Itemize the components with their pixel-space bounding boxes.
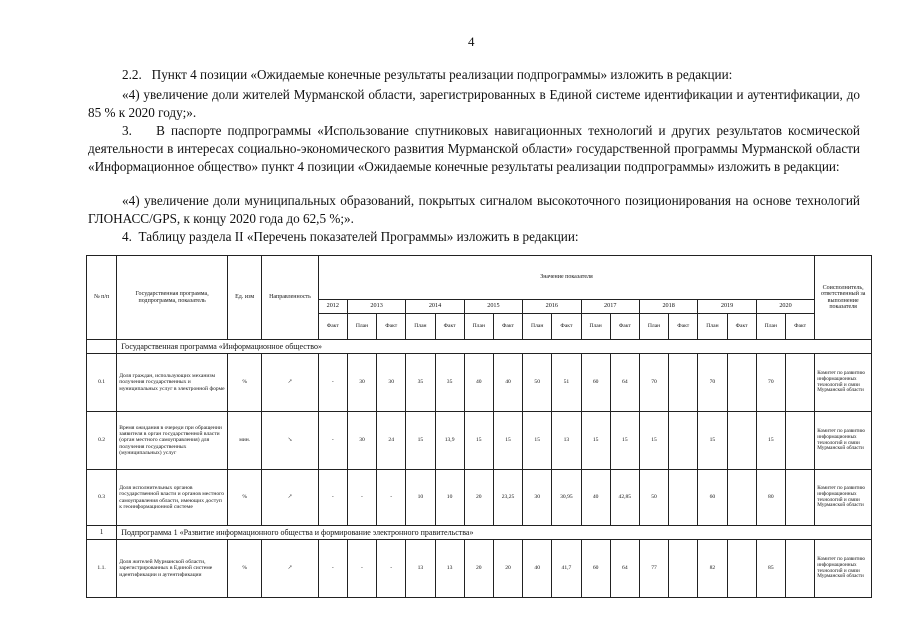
cell: 20 (464, 540, 493, 598)
sub-header: План (406, 314, 435, 340)
cell (669, 540, 698, 598)
cell (727, 540, 756, 598)
cell: - (318, 412, 347, 470)
row-unit: % (228, 354, 262, 412)
year-2016: 2016 (523, 300, 581, 314)
cell: 15 (581, 412, 610, 470)
cell: - (318, 470, 347, 526)
cell: - (377, 470, 406, 526)
cell: 20 (464, 470, 493, 526)
sub-header: План (464, 314, 493, 340)
header-num: № п/п (87, 256, 117, 340)
indicators-table (86, 255, 872, 598)
section-program: Государственная программа «Информационное общество» (117, 340, 872, 354)
cell: 13,9 (435, 412, 464, 470)
cell: 70 (756, 354, 785, 412)
cell: 85 (756, 540, 785, 598)
cell: 15 (406, 412, 435, 470)
cell: 60 (698, 470, 727, 526)
year-2017: 2017 (581, 300, 639, 314)
cell: 13 (406, 540, 435, 598)
header-values: Значение показателя (318, 256, 815, 300)
cell: 10 (435, 470, 464, 526)
cell: 15 (639, 412, 668, 470)
cell: 77 (639, 540, 668, 598)
cell: 80 (756, 470, 785, 526)
cell: 40 (464, 354, 493, 412)
year-2020: 2020 (756, 300, 815, 314)
cell (785, 470, 814, 526)
year-2015: 2015 (464, 300, 522, 314)
cell (785, 412, 814, 470)
cell: 51 (552, 354, 581, 412)
row-direction: ↗ (262, 354, 318, 412)
cell (669, 470, 698, 526)
header-unit: Ед. изм (228, 256, 262, 340)
sub-header: План (523, 314, 552, 340)
cell: 40 (523, 540, 552, 598)
cell (669, 354, 698, 412)
cell: 13 (435, 540, 464, 598)
cell: 35 (435, 354, 464, 412)
paragraph-4: 4. Таблицу раздела II «Перечень показателей Программы» изложить в редакции: (122, 229, 579, 244)
cell: 15 (464, 412, 493, 470)
row-num: 0.2 (87, 412, 117, 470)
cell (785, 354, 814, 412)
sub-header: План (698, 314, 727, 340)
sub-header: Факт (318, 314, 347, 340)
cell: 10 (406, 470, 435, 526)
row-responsible: Комитет по развитию информационных технологий и связи Мурманской области (815, 354, 872, 412)
cell: 41,7 (552, 540, 581, 598)
cell: 70 (698, 354, 727, 412)
cell: 40 (581, 470, 610, 526)
paragraph-quote-4: «4) увеличение доли жителей Мурманской области, зарегистрированных в Единой системе идентификации и аутентификации, до 85 % к 2020 году;». (88, 87, 860, 120)
row-name: Доля граждан, использующих механизм получения государственных и муниципальных услуг в электронной форме (117, 354, 228, 412)
year-2019: 2019 (698, 300, 756, 314)
row-direction: ↗ (262, 540, 318, 598)
sub-header: План (347, 314, 376, 340)
cell: 50 (639, 470, 668, 526)
cell: 24 (377, 412, 406, 470)
cell: - (347, 470, 376, 526)
sub-header: Факт (669, 314, 698, 340)
year-2012: 2012 (318, 300, 347, 314)
row-responsible: Комитет по развитию информационных технологий и связи Мурманской области (815, 470, 872, 526)
cell: 15 (756, 412, 785, 470)
year-2013: 2013 (347, 300, 405, 314)
cell (727, 470, 756, 526)
paragraph-3: 3. В паспорте подпрограммы «Использование спутниковых навигационных технологий и других результатов космической деятельности в интересах социально-экономического развития Мурманской области» государственной программы Мурманской области «Информационное общество» пункт 4 позиции «Ожидаемые конечные результаты реализации подпрограммы» изложить в редакции: (88, 123, 860, 174)
cell: 13 (552, 412, 581, 470)
section-num: 1 (87, 526, 117, 540)
cell: 60 (581, 540, 610, 598)
cell: 35 (406, 354, 435, 412)
year-2018: 2018 (639, 300, 697, 314)
cell: 30 (523, 470, 552, 526)
cell: 70 (639, 354, 668, 412)
table-row (87, 540, 872, 598)
table-row (87, 354, 872, 412)
cell: - (318, 540, 347, 598)
cell: 23,25 (493, 470, 522, 526)
sub-header: Факт (552, 314, 581, 340)
cell: 82 (698, 540, 727, 598)
cell: 64 (610, 354, 639, 412)
cell: 40 (493, 354, 522, 412)
header-name: Государственная программа, подпрограмма, показатель (117, 256, 228, 340)
section-num-empty (87, 340, 117, 354)
cell: 50 (523, 354, 552, 412)
cell: 42,85 (610, 470, 639, 526)
cell (727, 412, 756, 470)
cell: - (318, 354, 347, 412)
table-row (87, 470, 872, 526)
cell: 15 (698, 412, 727, 470)
header-responsible: Соисполнитель, ответственный за выполнение показателя (815, 256, 872, 340)
row-responsible: Комитет по развитию информационных технологий и связи Мурманской области (815, 412, 872, 470)
sub-header: Факт (377, 314, 406, 340)
sub-header: Факт (727, 314, 756, 340)
row-num: 1.1. (87, 540, 117, 598)
row-num: 0.1 (87, 354, 117, 412)
row-name: Доля жителей Мурманской области, зарегистрированных в Единой системе идентификации и аутентификации (117, 540, 228, 598)
sub-header: Факт (435, 314, 464, 340)
paragraph-quote-4-glonass: «4) увеличение доли муниципальных образований, покрытых сигналом высокоточного позиционирования на основе технологий ГЛОНАСС/GPS, к концу 2020 года до 62,5 %;». (88, 193, 860, 226)
row-name: Доля исполнительных органов государственной власти и органов местного самоуправления области, имеющих доступ к геоинформационной системе (117, 470, 228, 526)
cell: 15 (523, 412, 552, 470)
sub-header: Факт (493, 314, 522, 340)
row-unit: мин. (228, 412, 262, 470)
table-row (87, 412, 872, 470)
cell (785, 540, 814, 598)
cell: 30 (347, 354, 376, 412)
cell: - (347, 540, 376, 598)
paragraph-2-2: 2.2. Пункт 4 позиции «Ожидаемые конечные результаты реализации подпрограммы» изложить в редакции: (122, 67, 733, 82)
sub-header: Факт (610, 314, 639, 340)
sub-header: План (581, 314, 610, 340)
row-name: Время ожидания в очереди при обращении заявителя в орган государственной власти (орган местного самоуправления) для получения государственных (муниципальных) услуг (117, 412, 228, 470)
row-num: 0.3 (87, 470, 117, 526)
row-unit: % (228, 470, 262, 526)
section-subprogram-1: Подпрограмма 1 «Развитие информационного общества и формирование электронного правительства» (117, 526, 872, 540)
row-direction: ↘ (262, 412, 318, 470)
cell: 30 (377, 354, 406, 412)
cell: 64 (610, 540, 639, 598)
cell (727, 354, 756, 412)
row-direction: ↗ (262, 470, 318, 526)
cell: - (377, 540, 406, 598)
cell: 15 (493, 412, 522, 470)
sub-header: План (756, 314, 785, 340)
cell: 15 (610, 412, 639, 470)
cell: 30,95 (552, 470, 581, 526)
year-2014: 2014 (406, 300, 464, 314)
cell: 30 (347, 412, 376, 470)
sub-header: Факт (785, 314, 814, 340)
sub-header: План (639, 314, 668, 340)
cell: 60 (581, 354, 610, 412)
row-responsible: Комитет по развитию информационных технологий и связи Мурманской области (815, 540, 872, 598)
header-direction: Направленность (262, 256, 318, 340)
cell (669, 412, 698, 470)
page-number: 4 (468, 34, 475, 49)
cell: 20 (493, 540, 522, 598)
row-unit: % (228, 540, 262, 598)
